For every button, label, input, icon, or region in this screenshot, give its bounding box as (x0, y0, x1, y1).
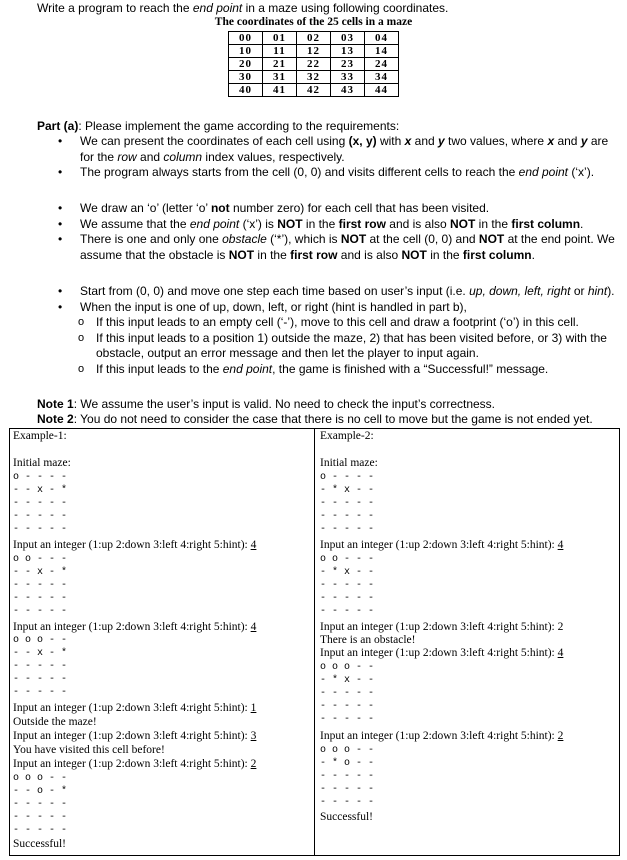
note-1: Note 1: We assume the user’s input is valid. No need to check the input’s correctness. (37, 397, 496, 411)
coords-cell: 00 (229, 32, 263, 45)
example-1-initial-label: Initial maze: (13, 457, 71, 469)
example-2-prompt-3: Input an integer (1:up 2:down 3:left 4:right 5:hint): 4 (320, 647, 564, 659)
coords-cell: 04 (365, 32, 399, 45)
coords-cell: 42 (297, 84, 331, 97)
coords-cell: 22 (297, 58, 331, 71)
example-1-prompt-2: Input an integer (1:up 2:down 3:left 4:right 5:hint): 4 (13, 621, 257, 633)
example-2-prompt-2: Input an integer (1:up 2:down 3:left 4:right 5:hint): 2 (320, 621, 564, 633)
note-2: Note 2: You do not need to consider the case that there is no cell to move but the game is not ended yet. (37, 412, 593, 426)
requirements-list-2 (56, 201, 618, 263)
example-2-maze-initial: o - - - - - * x - - - - - - - - - - - - - - - - - (320, 472, 375, 535)
notes (37, 397, 593, 427)
requirements-list-1 (56, 134, 618, 181)
coords-row (229, 32, 399, 45)
coords-cell: 43 (331, 84, 365, 97)
coords-cell: 31 (263, 71, 297, 84)
coords-cell: 23 (331, 58, 365, 71)
example-2-maze-1: o o - - - - * x - - - - - - - - - - - - - - - - - (320, 554, 375, 617)
example-2-prompt-1: Input an integer (1:up 2:down 3:left 4:right 5:hint): 4 (320, 539, 564, 551)
coords-cell: 12 (297, 45, 331, 58)
example-1-error-2: You have visited this cell before! (13, 744, 165, 756)
example-1-error-1: Outside the maze! (13, 716, 97, 728)
example-2-maze-2: o o o - - - * x - - - - - - - - - - - - - - - - - (320, 662, 375, 725)
coords-cell: 44 (365, 84, 399, 97)
coords-cell: 10 (229, 45, 263, 58)
sub-list-item: o If this input leads to a position 1) outside the maze, 2) that has been visited before, or 3) with the obstacle, output an error message and then let the player to input again. (56, 331, 618, 362)
coords-cell: 30 (229, 71, 263, 84)
example-2-error-1: There is an obstacle! (320, 634, 416, 646)
example-1-maze-2: o o o - - - - x - * - - - - - - - - - - - - - - - (13, 635, 68, 698)
example-1-prompt-5: Input an integer (1:up 2:down 3:left 4:right 5:hint): 2 (13, 758, 257, 770)
example-2-success: Successful! (320, 811, 374, 823)
intro-line: Write a program to reach the end point in a maze using following coordinates. (37, 1, 449, 15)
coords-row (229, 71, 399, 84)
example-1-maze-1: o o - - - - - x - * - - - - - - - - - - - - - - - (13, 554, 68, 617)
coords-cell: 41 (263, 84, 297, 97)
coords-cell: 21 (263, 58, 297, 71)
coords-row (229, 45, 399, 58)
list-item: • We assume that the end point (‘x’) is NOT in the first row and is also NOT in the first column. (56, 217, 618, 233)
example-1-title: Example-1: (13, 430, 67, 442)
coords-cell: 03 (331, 32, 365, 45)
coords-cell: 34 (365, 71, 399, 84)
example-2-prompt-4: Input an integer (1:up 2:down 3:left 4:right 5:hint): 2 (320, 730, 564, 742)
sub-list-item: o If this input leads to an empty cell (‘-’), move to this cell and draw a footprint (‘o’) in this cell. (56, 315, 618, 331)
coords-cell: 24 (365, 58, 399, 71)
coords-table-title: The coordinates of the 25 cells in a maze (214, 16, 413, 28)
requirements-list-3 (56, 284, 618, 377)
list-item: • The program always starts from the cell (0, 0) and visits different cells to reach the end point (‘x’). (56, 165, 618, 181)
coords-cell: 40 (229, 84, 263, 97)
examples-divider (314, 428, 315, 856)
example-1-success: Successful! (13, 838, 67, 850)
list-item: • There is one and only one obstacle (‘*’), which is NOT at the cell (0, 0) and NOT at the end point. We assume that the obstacle is NOT in the first row and is also NOT in the first column. (56, 232, 618, 263)
part-a-heading: Part (a): Please implement the game according to the requirements: (37, 119, 400, 133)
coords-cell: 20 (229, 58, 263, 71)
example-2-title: Example-2: (320, 430, 374, 442)
list-item: • Start from (0, 0) and move one step each time based on user’s input (i.e. up, down, left, right or hint). (56, 284, 618, 300)
example-1-prompt-4: Input an integer (1:up 2:down 3:left 4:right 5:hint): 3 (13, 730, 257, 742)
coords-cell: 11 (263, 45, 297, 58)
example-1-maze-initial: o - - - - - - x - * - - - - - - - - - - - - - - - (13, 472, 68, 535)
coords-cell: 01 (263, 32, 297, 45)
coords-cell: 32 (297, 71, 331, 84)
coords-cell: 14 (365, 45, 399, 58)
coords-table (228, 31, 399, 97)
coords-row (229, 58, 399, 71)
coords-row (229, 84, 399, 97)
coords-cell: 33 (331, 71, 365, 84)
coords-cell: 13 (331, 45, 365, 58)
example-1-prompt-3: Input an integer (1:up 2:down 3:left 4:right 5:hint): 1 (13, 702, 257, 714)
example-1-maze-3: o o o - - - - o - * - - - - - - - - - - - - - - - (13, 773, 68, 836)
list-item: • When the input is one of up, down, left, or right (hint is handled in part b), o If this input leads to an empty cell (‘-’), move to this cell and draw a footprint (‘o’) in this cell. o If this input leads to a position 1) outside the maze, 2) that has been visited before, or 3) with the obstacle, output an error message and then let the player to input again. o If this input leads to the end point, the game is finished with a “Successful!” message. (56, 300, 618, 378)
list-item: • We draw an ‘o’ (letter ‘o’ not number zero) for each cell that has been visited. (56, 201, 618, 217)
coords-cell: 02 (297, 32, 331, 45)
example-2-initial-label: Initial maze: (320, 457, 378, 469)
example-1-prompt-1: Input an integer (1:up 2:down 3:left 4:right 5:hint): 4 (13, 539, 257, 551)
sub-list-item: o If this input leads to the end point, the game is finished with a “Successful!” message. (56, 362, 618, 378)
list-item: • We can present the coordinates of each cell using (x, y) with x and y two values, where x and y are for the row and column index values, respectively. (56, 134, 618, 165)
example-2-maze-3: o o o - - - * o - - - - - - - - - - - - - - - - - (320, 745, 375, 808)
